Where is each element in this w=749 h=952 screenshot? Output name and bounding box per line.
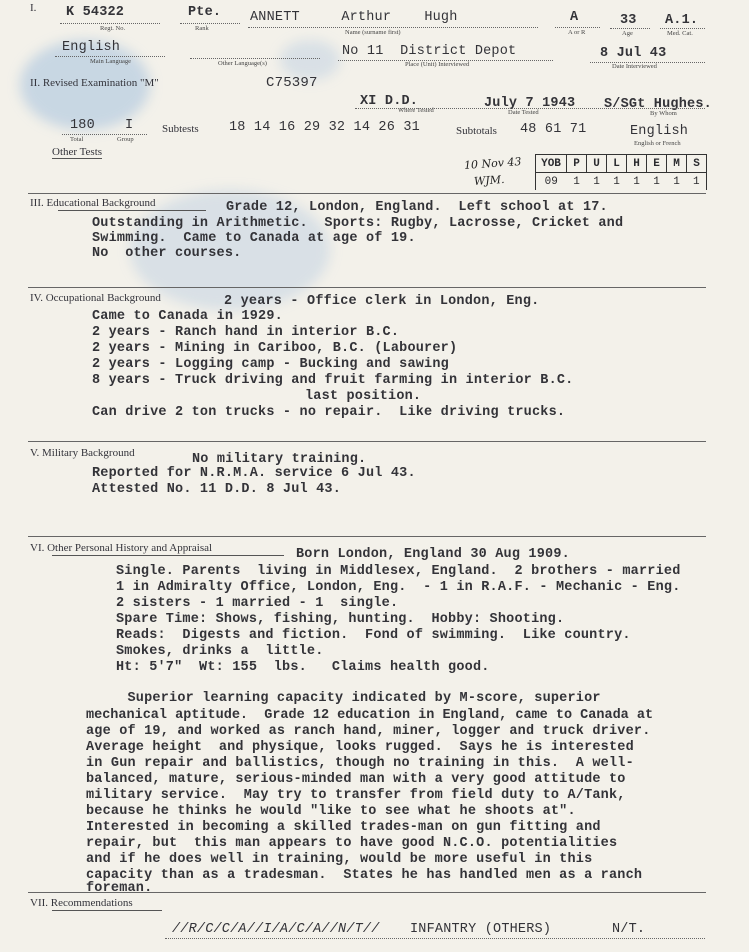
pulhems-cell: H xyxy=(627,155,647,173)
military-line: Reported for N.R.M.A. service 6 Jul 43. xyxy=(92,466,416,481)
appraisal-line: mechanical aptitude. Grade 12 education in England, came to Canada at xyxy=(86,708,654,723)
pulhems-cell: YOB xyxy=(536,155,567,173)
personal-line: Smokes, drinks a little. xyxy=(116,644,324,659)
where-tested: XI D.D. xyxy=(360,94,419,109)
date-tested-label: Date Tested xyxy=(508,109,539,116)
group: I xyxy=(125,118,134,133)
reg-no: K 54322 xyxy=(66,5,125,20)
occupational-line: 2 years - Mining in Cariboo, B.C. (Labourer) xyxy=(92,341,458,356)
pulhems-value: 09 xyxy=(536,173,567,191)
name: ANNETT Arthur Hugh xyxy=(250,10,458,25)
occupational-line: Can drive 2 ton trucks - no repair. Like driving trucks. xyxy=(92,405,566,420)
assignment: INFANTRY (OTHERS) xyxy=(410,922,552,937)
appraisal-line: because he thinks he would "like to see what he shoots at". xyxy=(86,804,576,819)
reg-no-label: Regt. No. xyxy=(100,25,126,32)
pulhems-cell: L xyxy=(607,155,627,173)
recommendations-label: VII. Recommendations xyxy=(30,897,133,909)
educational-line: No other courses. xyxy=(92,246,242,261)
pulhems-value: 1 xyxy=(633,175,640,188)
personal-line: Spare Time: Shows, fishing, hunting. Hobby: Shooting. xyxy=(116,612,565,627)
appraisal-line: and if he does well in training, would be more useful in this xyxy=(86,852,593,867)
pulhems-cell: M xyxy=(667,155,687,173)
handwritten-date: 10 Nov 43 xyxy=(463,155,522,172)
personal-line: Single. Parents living in Middlesex, England. 2 brothers - married xyxy=(116,564,681,579)
pulhems-table xyxy=(535,154,707,190)
by-whom: S/SGt Hughes. xyxy=(604,97,712,112)
appraisal-line: capacity than as a tradesman. States he has handled men as a ranch xyxy=(86,868,643,883)
personal-line: Born London, England 30 Aug 1909. xyxy=(296,547,570,562)
occupational-line: last position. xyxy=(305,389,422,404)
military-line: No military training. xyxy=(192,452,367,467)
rank: Pte. xyxy=(188,5,222,20)
other-tests-label: Other Tests xyxy=(52,146,103,158)
appraisal-line: Interested in becoming a skilled trades-man on gun fitting and xyxy=(86,820,601,835)
group-label: Group xyxy=(117,136,134,143)
assignment-code: N/T. xyxy=(612,922,646,937)
appraisal-line: age of 19, and worked as ranch hand, miner, logger and truck driver. xyxy=(86,724,651,739)
where-tested-label: Where Tested xyxy=(398,107,434,114)
med-cat-label: Med. Cat. xyxy=(667,30,693,37)
occupational-line: 2 years - Office clerk in London, Eng. xyxy=(224,294,540,309)
date-interviewed: 8 Jul 43 xyxy=(600,46,667,61)
a-or-r-label: A or R xyxy=(568,29,586,36)
total: 180 xyxy=(70,118,95,133)
date-tested: July 7 1943 xyxy=(484,96,576,111)
date-label: Date Interviewed xyxy=(612,63,657,70)
occupational-line: 8 years - Truck driving and fruit farming in interior B.C. xyxy=(92,373,574,388)
pulhems-header-row xyxy=(536,155,707,173)
struck-recommendations: //R/C/C/A//I/A/C/A//N/T// xyxy=(172,922,380,937)
handwritten-initials: WJM. xyxy=(473,172,505,189)
educational-label: III. Educational Background xyxy=(30,197,156,209)
med-cat: A.1. xyxy=(665,13,699,28)
main-language: English xyxy=(62,40,121,55)
subtests-label: Subtests xyxy=(162,123,199,135)
occupational-line: 2 years - Ranch hand in interior B.C. xyxy=(92,325,400,340)
revised-exam-label: II. Revised Examination "M" xyxy=(30,77,159,89)
appraisal-line: foreman. xyxy=(86,881,153,896)
educational-line: Outstanding in Arithmetic. Sports: Rugby, Lacrosse, Cricket and xyxy=(92,216,624,231)
section-number: I. xyxy=(30,2,37,14)
other-languages-label: Other Language(s) xyxy=(218,60,267,67)
appraisal-line: Superior learning capacity indicated by M-score, superior xyxy=(86,691,601,706)
english-or-french: English xyxy=(630,124,689,139)
by-whom-label: By Whom xyxy=(650,110,677,117)
a-or-r: A xyxy=(570,10,579,25)
pulhems-cell: S xyxy=(687,155,707,173)
name-label: Name (surname first) xyxy=(345,29,401,36)
pulhems-value: 1 xyxy=(653,175,660,188)
appraisal-line: balanced, mature, serious-minded man with a very good attitude to xyxy=(86,772,626,787)
rank-label: Rank xyxy=(195,25,209,32)
pulhems-cell: P xyxy=(567,155,587,173)
main-language-label: Main Language xyxy=(90,58,131,65)
educational-line: Swimming. Came to Canada at age of 19. xyxy=(92,231,416,246)
place-interviewed: No 11 District Depot xyxy=(342,44,517,59)
pulhems-cell: U xyxy=(587,155,607,173)
subtotals-label: Subtotals xyxy=(456,125,497,137)
subtests: 18 14 16 29 32 14 26 31 xyxy=(229,120,420,135)
occupational-label: IV. Occupational Background xyxy=(30,292,161,304)
pulhems-value: 1 xyxy=(673,175,680,188)
military-line: Attested No. 11 D.D. 8 Jul 43. xyxy=(92,482,342,497)
personal-line: 1 in Admiralty Office, London, Eng. - 1 in R.A.F. - Mechanic - Eng. xyxy=(116,580,681,595)
exam-number: C75397 xyxy=(266,75,318,91)
pulhems-value: 1 xyxy=(593,175,600,188)
age: 33 xyxy=(620,13,637,28)
pulhems-value: 1 xyxy=(573,175,580,188)
personal-line: Ht: 5'7" Wt: 155 lbs. Claims health good. xyxy=(116,660,490,675)
occupational-line: 2 years - Logging camp - Bucking and sawing xyxy=(92,357,449,372)
ink-stain xyxy=(280,40,340,80)
appraisal-line: military service. May try to transfer from field duty to A/Tank, xyxy=(86,788,626,803)
pulhems-value: 1 xyxy=(687,173,707,191)
appraisal-line: in Gun repair and ballistics, though no training in this. A well- xyxy=(86,756,634,771)
pulhems-value-row xyxy=(536,173,707,191)
military-label: V. Military Background xyxy=(30,447,135,459)
age-label: Age xyxy=(622,30,633,37)
personal-line: Reads: Digests and fiction. Fond of swimming. Like country. xyxy=(116,628,631,643)
occupational-line: Came to Canada in 1929. xyxy=(92,309,283,324)
pulhems-cell: E xyxy=(647,155,667,173)
place-label: Place (Unit) Interviewed xyxy=(405,61,470,68)
english-or-french-label: English or French xyxy=(634,140,681,147)
appraisal-line: repair, but this man appears to have good N.C.O. potentialities xyxy=(86,836,618,851)
subtotals: 48 61 71 xyxy=(520,122,587,137)
personal-line: 2 sisters - 1 married - 1 single. xyxy=(116,596,399,611)
pulhems-value: 1 xyxy=(613,175,620,188)
appraisal-line: Average height and physique, looks rugged. Says he is interested xyxy=(86,740,634,755)
educational-line: Grade 12, London, England. Left school at 17. xyxy=(226,200,608,215)
total-label: Total xyxy=(70,136,84,143)
personal-label: VI. Other Personal History and Appraisal xyxy=(30,542,213,554)
